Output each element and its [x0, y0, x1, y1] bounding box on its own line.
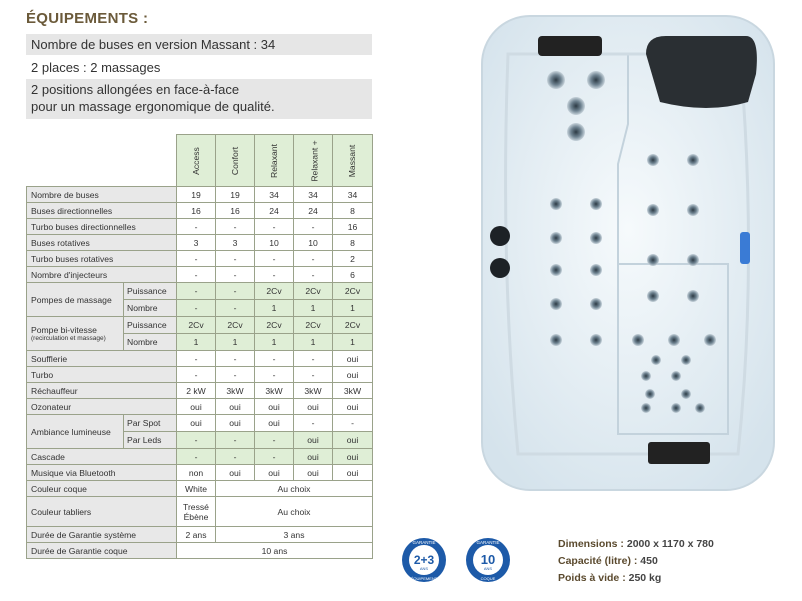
table-row: Durée de Garantie système 2 ans 3 ans	[27, 527, 373, 543]
row-label: Pompe bi-vitesse (recirculation et massage)	[27, 317, 124, 351]
table-row: Musique via Bluetooth non oui oui oui oui	[27, 465, 373, 481]
headrest-icon	[538, 36, 602, 56]
table-row: Couleur coque White Au choix	[27, 481, 373, 497]
control-knob-icon	[490, 258, 510, 278]
row-label: Buses directionnelles	[27, 203, 177, 219]
table-row: Réchauffeur 2 kW 3kW 3kW 3kW 3kW	[27, 383, 373, 399]
row-sublabel: Puissance	[124, 317, 177, 334]
badge-bottom-text: COQUE	[480, 576, 496, 581]
dimensions-block	[558, 536, 714, 587]
table-row: Ozonateur oui oui oui oui oui	[27, 399, 373, 415]
row-sublabel: Nombre	[124, 300, 177, 317]
table-header-row	[27, 135, 373, 187]
table-row: Nombre 1 1 1 1 1	[27, 334, 373, 351]
row-label: Durée de Garantie coque	[27, 543, 177, 559]
row-label: Musique via Bluetooth	[27, 465, 177, 481]
table-row: Durée de Garantie coque 10 ans	[27, 543, 373, 559]
row-sublabel: Puissance	[124, 283, 177, 300]
table-row: Nombre d'injecteurs - - - - 6	[27, 267, 373, 283]
row-label: Durée de Garantie système	[27, 527, 177, 543]
row-label: Cascade	[27, 449, 177, 465]
intro-positions-line2: pour un massage ergonomique de qualité.	[31, 99, 275, 114]
row-label: Couleur coque	[27, 481, 177, 497]
capacity-line: Capacité (litre) : 450	[558, 555, 658, 567]
badge-main-text: 10	[480, 552, 496, 567]
row-label: Nombre de buses	[27, 187, 177, 203]
model-header: Access	[177, 135, 216, 187]
row-sublabel: Par Leds	[124, 432, 177, 449]
row-label: Soufflerie	[27, 351, 177, 367]
row-label: Turbo buses rotatives	[27, 251, 177, 267]
row-label: Réchauffeur	[27, 383, 177, 399]
row-sublabel: Par Spot	[124, 415, 177, 432]
page-title: ÉQUIPEMENTS :	[26, 10, 149, 27]
table-row: Couleur tabliers Tressé Ébène Au choix	[27, 497, 373, 527]
table-row: Turbo buses directionnelles - - - - 16	[27, 219, 373, 235]
row-label: Pompes de massage	[27, 283, 124, 317]
table-row: Buses directionnelles 16 16 24 24 8	[27, 203, 373, 219]
table-row: Nombre de buses 19 19 34 34 34	[27, 187, 373, 203]
model-header: Confort	[216, 135, 255, 187]
intro-nozzles: Nombre de buses en version Massant : 34	[26, 34, 372, 55]
intro-positions	[26, 79, 372, 119]
table-row: Buses rotatives 3 3 10 10 8	[27, 235, 373, 251]
table-row: Par Leds - - - oui oui	[27, 432, 373, 449]
table-row: Pompe bi-vitesse (recirculation et massage) Puissance 2Cv 2Cv 2Cv 2Cv 2Cv	[27, 317, 373, 334]
table-row: Nombre - - 1 1 1	[27, 300, 373, 317]
row-sublabel: Nombre	[124, 334, 177, 351]
weight-line: Poids à vide : 250 kg	[558, 572, 662, 584]
badge-top-text: GARANTIE	[476, 540, 500, 545]
row-label: Ambiance lumineuse	[27, 415, 124, 449]
row-label: Couleur tabliers	[27, 497, 177, 527]
badge-mid-text: ANS	[419, 566, 429, 571]
model-header: Relaxant +	[294, 135, 333, 187]
row-label: Nombre d'injecteurs	[27, 267, 177, 283]
warranty-equipment-badge-icon	[401, 537, 447, 583]
model-header: Relaxant	[255, 135, 294, 187]
badge-mid-text: ANS	[483, 566, 493, 571]
row-label: Ozonateur	[27, 399, 177, 415]
warranty-shell-badge-icon	[465, 537, 511, 583]
step-cover-icon	[648, 442, 710, 464]
table-row: Ambiance lumineuse Par Spot oui oui oui - -	[27, 415, 373, 432]
row-label: Turbo buses directionnelles	[27, 219, 177, 235]
intro-places: 2 places : 2 massages	[31, 60, 161, 75]
intro-positions-line1: 2 positions allongées en face-à-face	[31, 82, 240, 97]
row-label: Turbo	[27, 367, 177, 383]
spa-illustration	[478, 14, 778, 494]
table-row: Cascade - - - oui oui	[27, 449, 373, 465]
table-row: Soufflerie - - - - oui	[27, 351, 373, 367]
table-row: Pompes de massage Puissance - - 2Cv 2Cv 2Cv	[27, 283, 373, 300]
equipment-table	[26, 134, 373, 559]
badge-top-text: GARANTIE	[412, 540, 436, 545]
badge-bottom-text: ÉQUIPEMENT	[410, 576, 438, 581]
model-header: Massant	[333, 135, 373, 187]
control-panel-icon	[740, 232, 750, 264]
table-row: Turbo - - - - oui	[27, 367, 373, 383]
dimensions-line: Dimensions : 2000 x 1170 x 780	[558, 538, 714, 550]
row-label: Buses rotatives	[27, 235, 177, 251]
table-row: Turbo buses rotatives - - - - 2	[27, 251, 373, 267]
pillow-icon	[646, 36, 757, 108]
badge-main-text: 2+3	[413, 553, 435, 567]
control-knob-icon	[490, 226, 510, 246]
